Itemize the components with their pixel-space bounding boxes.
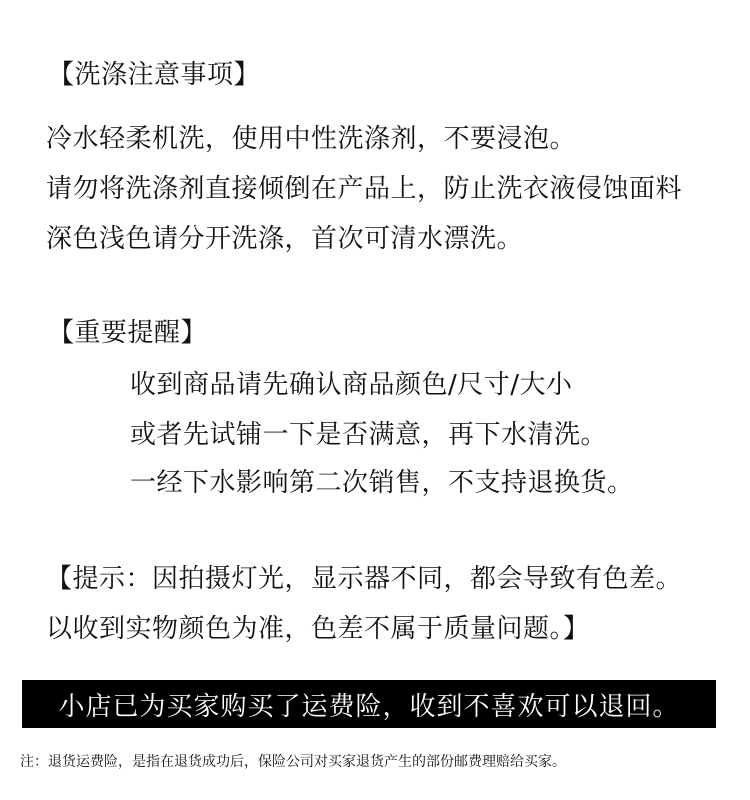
tip-line: 以收到实物颜色为准，色差不属于质量问题。】 — [46, 614, 590, 644]
insurance-banner — [22, 680, 716, 728]
washing-heading: 【洗涤注意事项】 — [48, 60, 261, 90]
reminder-line: 一经下水影响第二次销售，不支持退换货。 — [130, 468, 634, 498]
reminder-heading: 【重要提醒】 — [48, 318, 208, 348]
reminder-line: 收到商品请先确认商品颜色/尺寸/大小 — [130, 370, 573, 400]
washing-line: 请勿将洗涤剂直接倾倒在产品上，防止洗衣液侵蚀面料 — [46, 174, 683, 204]
tip-line: 【提示：因拍摄灯光，显示器不同，都会导致有色差。 — [46, 564, 683, 594]
washing-line: 深色浅色请分开洗涤，首次可清水漂洗。 — [46, 224, 524, 254]
washing-line: 冷水轻柔机洗，使用中性洗涤剂，不要浸泡。 — [46, 124, 577, 154]
reminder-line: 或者先试铺一下是否满意，再下水清洗。 — [130, 420, 608, 450]
footnote: 注：退货运费险，是指在退货成功后，保险公司对买家退货产生的部份邮费理赔给买家。 — [20, 754, 566, 770]
insurance-banner-text: 小店已为买家购买了运费险，收到不喜欢可以退回。 — [58, 691, 680, 722]
